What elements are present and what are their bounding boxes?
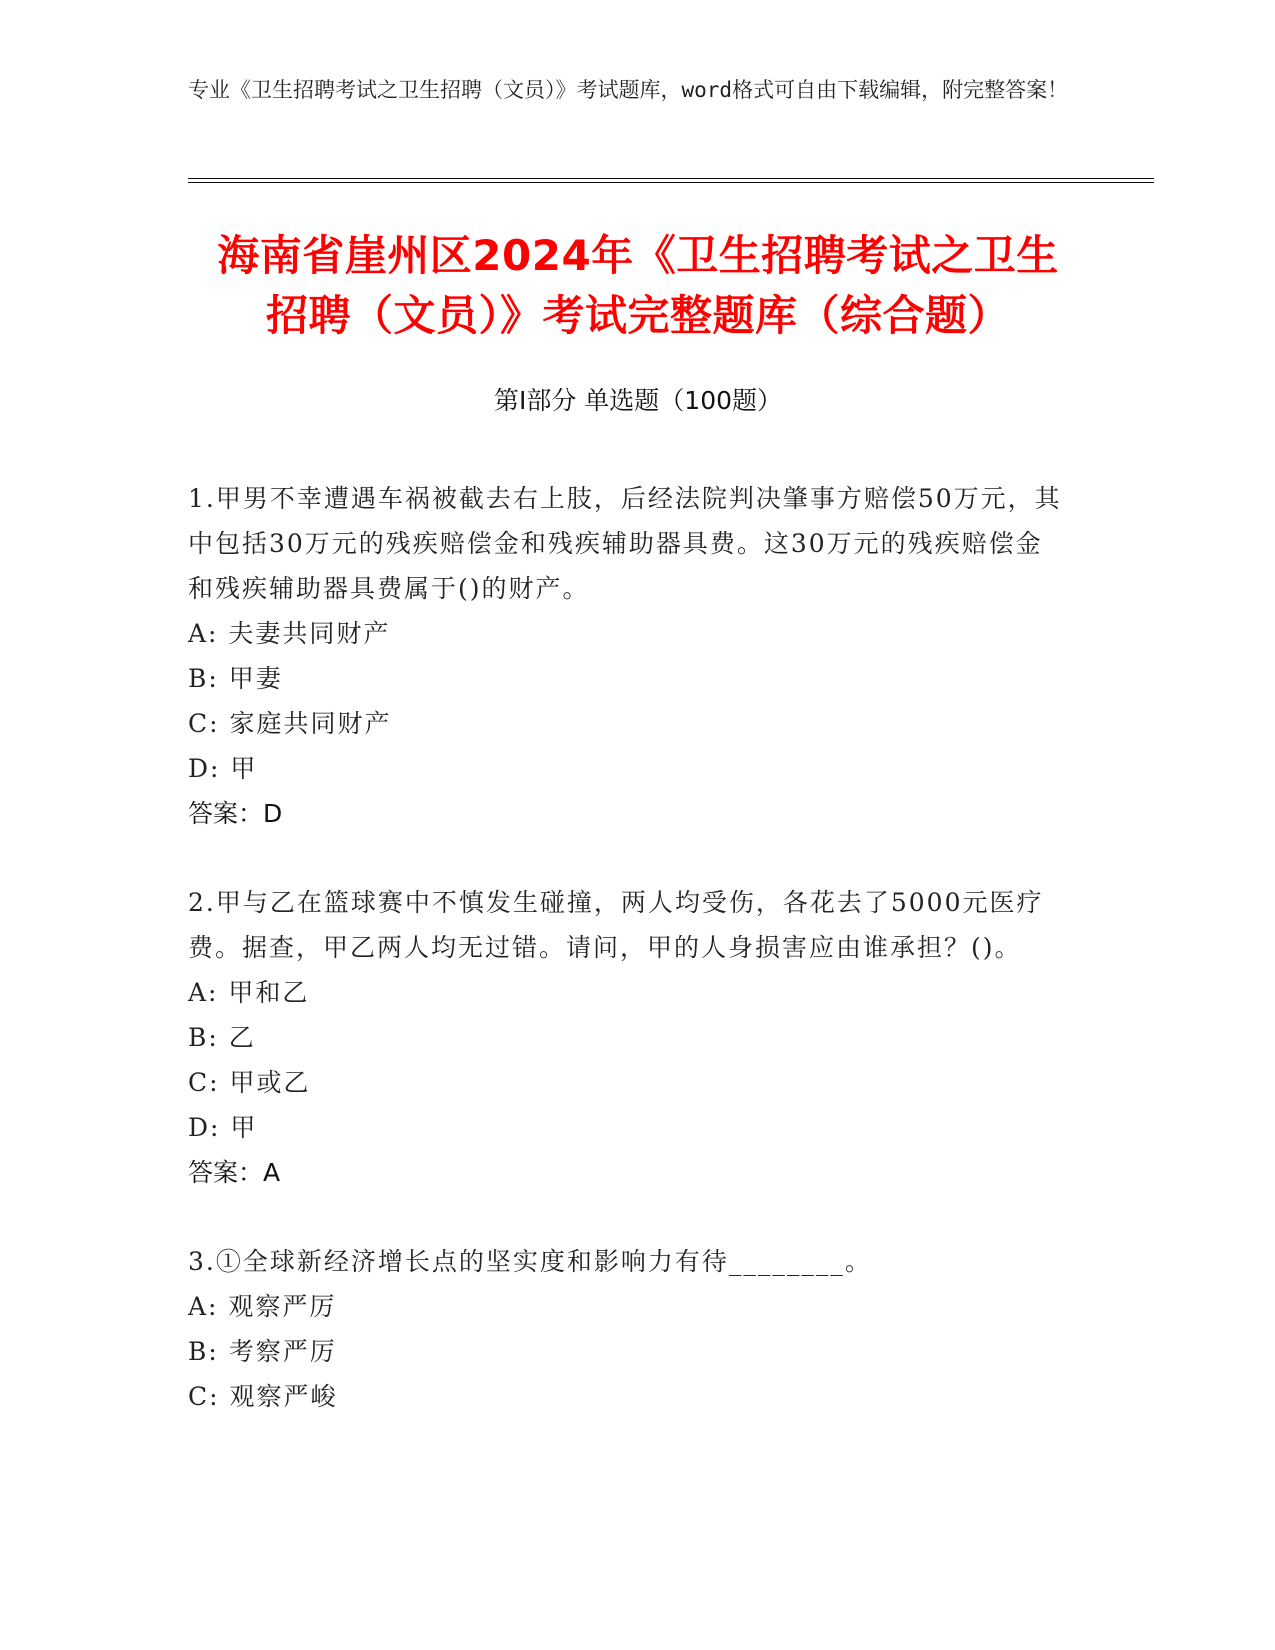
question-answer: 答案：A — [188, 1158, 281, 1187]
question-option: C: 观察严峻 — [188, 1382, 338, 1411]
question-stem: 1.甲男不幸遭遇车祸被截去右上肢，后经法院判决肇事方赔偿50万元，其中包括30万元的残疾赔偿金和残疾辅助器具费。这30万元的残疾赔偿金和残疾辅助器具费属于()的财产。 — [188, 484, 1062, 603]
question-option: B: 乙 — [188, 1023, 256, 1052]
question-option: A: 观察严厉 — [188, 1292, 337, 1321]
question-item — [188, 880, 1088, 1195]
question-option: A: 夫妻共同财产 — [188, 619, 391, 648]
question-stem: 3.①全球新经济增长点的坚实度和影响力有待________。 — [188, 1247, 872, 1276]
section-heading: 第I部分 单选题（100题） — [493, 386, 783, 415]
question-item — [188, 1239, 1088, 1419]
question-option: B: 考察严厉 — [188, 1337, 337, 1366]
document-title — [188, 226, 1088, 346]
document-title-line-1: 海南省崖州区2024年《卫生招聘考试之卫生 — [217, 231, 1059, 280]
question-option: C: 甲或乙 — [188, 1068, 311, 1097]
question-stem: 2.甲与乙在篮球赛中不慎发生碰撞，两人均受伤，各花去了5000元医疗费。据查，甲乙两人均无过错。请问，甲的人身损害应由谁承担？()。 — [188, 888, 1044, 962]
question-option: D: 甲 — [188, 754, 258, 783]
header-divider — [188, 178, 1154, 183]
question-option: C: 家庭共同财产 — [188, 709, 392, 738]
question-item — [188, 476, 1088, 836]
question-list — [188, 476, 1088, 1463]
question-answer: 答案：D — [188, 799, 283, 828]
header-note: 专业《卫生招聘考试之卫生招聘（文员）》考试题库，word格式可自由下载编辑，附完整答案！ — [188, 78, 1069, 102]
question-option: B: 甲妻 — [188, 664, 283, 693]
document-title-line-2: 招聘（文员）》考试完整题库（综合题） — [265, 291, 1010, 340]
question-option: A: 甲和乙 — [188, 978, 310, 1007]
question-option: D: 甲 — [188, 1113, 258, 1142]
